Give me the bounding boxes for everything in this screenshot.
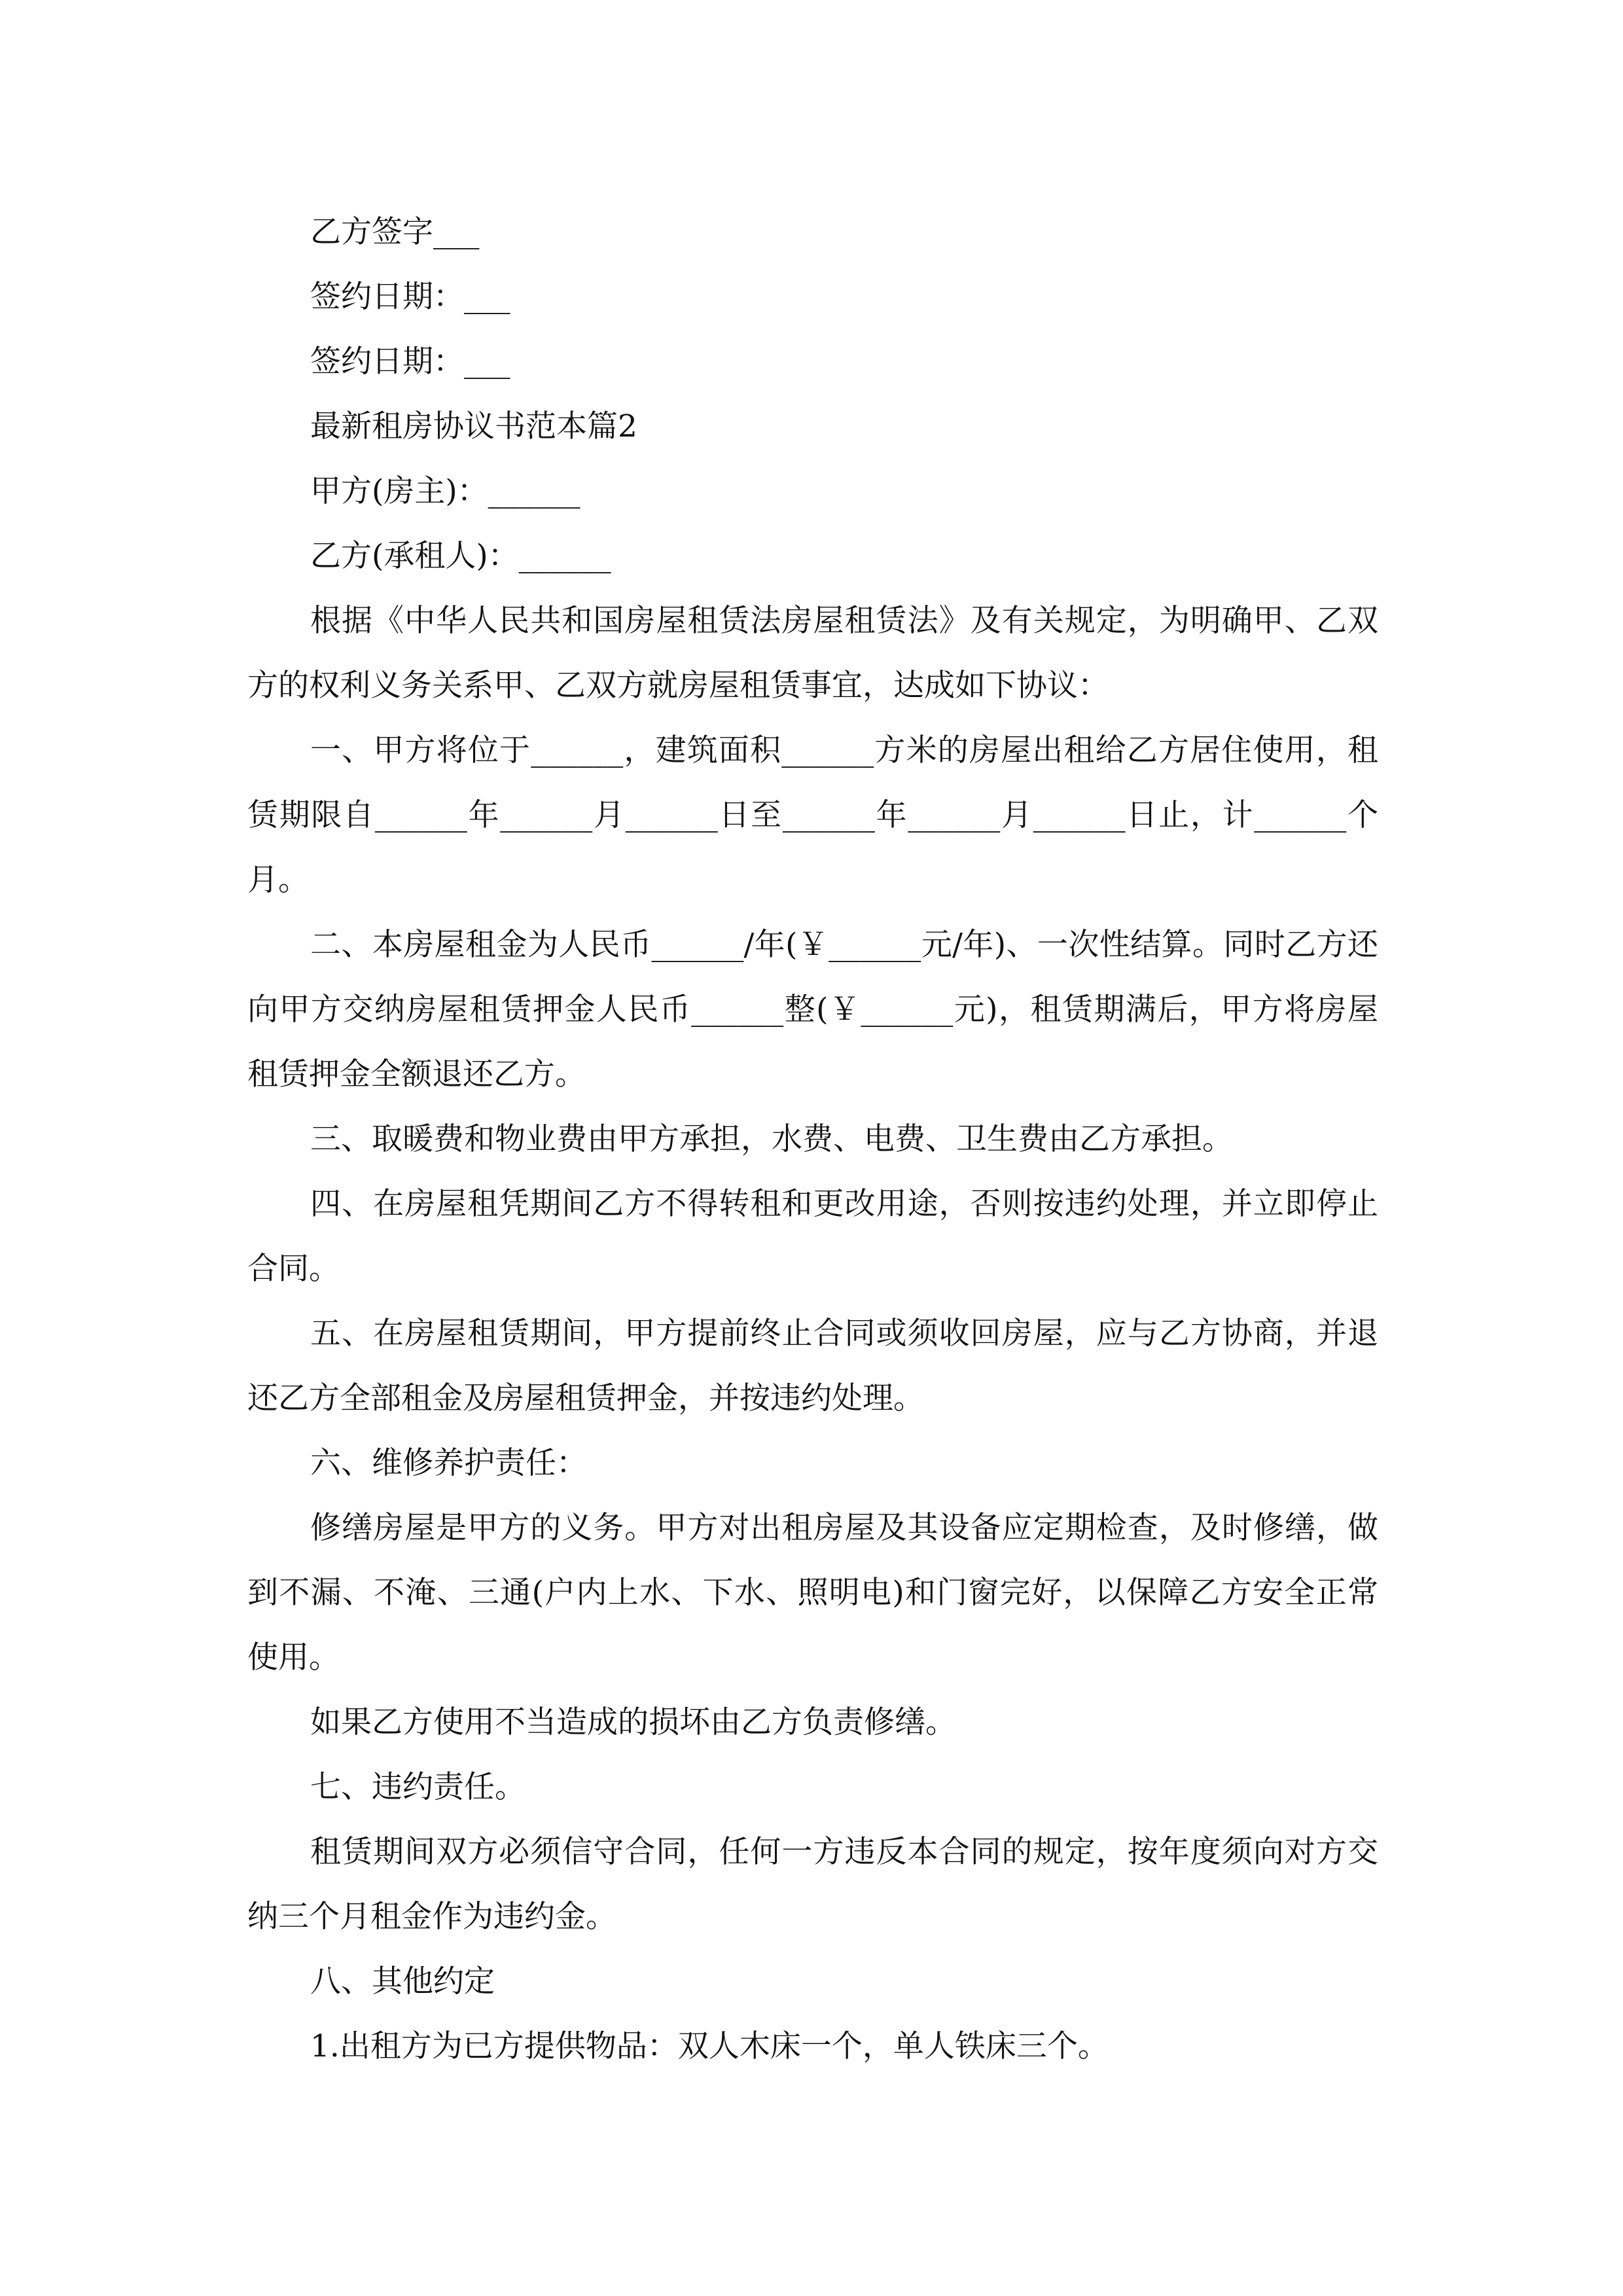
- clause-6-body: 修缮房屋是甲方的义务。甲方对出租房屋及其设备应定期检查，及时修缮，做到不漏、不淹、三通(户内上水、下水、照明电)和门窗完好，以保障乙方安全正常使用。: [247, 1510, 1378, 1676]
- clause-7-heading: 七、违约责任。: [310, 1769, 526, 1805]
- signature-party-b: 乙方签字___: [310, 214, 480, 250]
- document-body: [247, 200, 1378, 2079]
- signing-date: 签约日期：___: [310, 344, 510, 380]
- clause-8-item-1: 1.出租方为已方提供物品：双人木床一个，单人铁床三个。: [310, 2028, 1109, 2064]
- signing-date: 签约日期：___: [310, 279, 510, 315]
- party-b-field: 乙方(承租人)：______: [310, 538, 611, 574]
- clause-1: 一、甲方将位于______，建筑面积______方米的房屋出租给乙方居住使用，租赁期限自______年______月______日至______年______月______日止，计______个月。: [247, 732, 1378, 898]
- clause-3: 三、取暖费和物业费由甲方承担，水费、电费、卫生费由乙方承担。: [310, 1121, 1233, 1157]
- clause-7-body: 租赁期间双方必须信守合同，任何一方违反本合同的规定，按年度须向对方交纳三个月租金作为违约金。: [247, 1834, 1378, 1935]
- section-title: 最新租房协议书范本篇2: [310, 408, 637, 444]
- preamble-paragraph: 根据《中华人民共和国房屋租赁法房屋租赁法》及有关规定，为明确甲、乙双方的权利义务关系甲、乙双方就房屋租赁事宜，达成如下协议：: [247, 603, 1378, 704]
- clause-6-heading: 六、维修养护责任：: [310, 1445, 587, 1481]
- clause-2: 二、本房屋租金为人民币______/年(￥______元/年)、一次性结算。同时乙方还向甲方交纳房屋租赁押金人民币______整(￥______元)，租赁期满后，甲方将房屋租赁押金全额退还乙方。: [247, 927, 1378, 1092]
- clause-4: 四、在房屋租凭期间乙方不得转租和更改用途，否则按违约处理，并立即停止合同。: [247, 1186, 1378, 1287]
- clause-6-note: 如果乙方使用不当造成的损坏由乙方负责修缮。: [310, 1704, 956, 1740]
- clause-5: 五、在房屋租赁期间，甲方提前终止合同或须收回房屋，应与乙方协商，并退还乙方全部租金及房屋租赁押金，并按违约处理。: [247, 1316, 1378, 1416]
- clause-8-heading: 八、其他约定: [310, 1964, 495, 2000]
- party-a-field: 甲方(房主)：______: [310, 473, 580, 509]
